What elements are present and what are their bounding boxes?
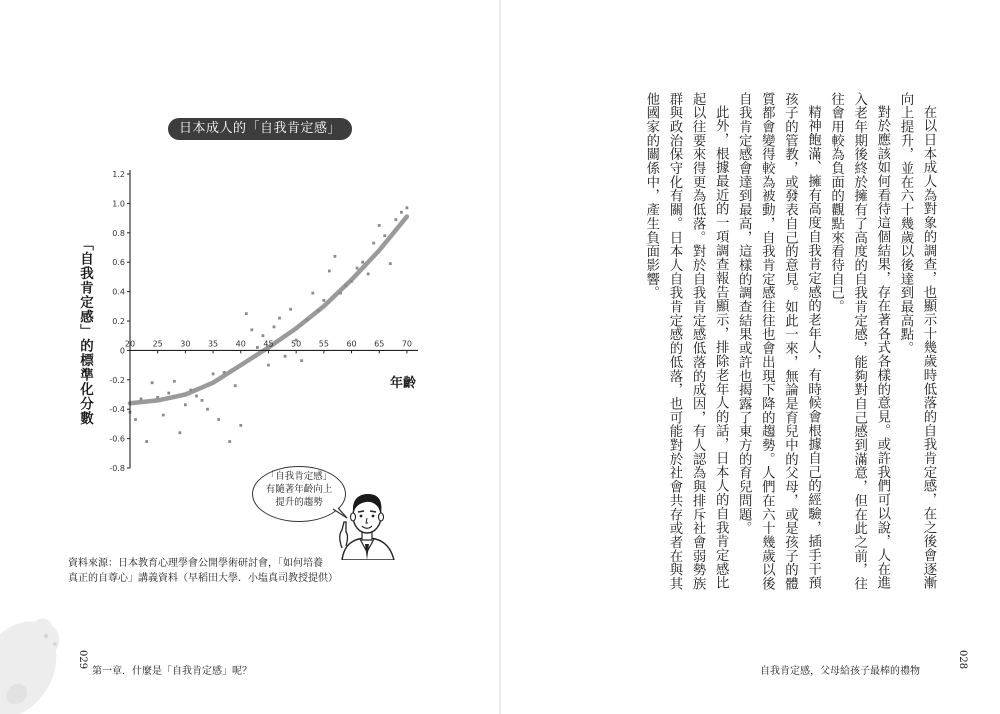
running-head-right: 自我肯定感，父母給孩子最棒的禮物	[760, 666, 920, 677]
paragraph-3: 精神飽滿、擁有高度自我肯定感的老年人，有時候會根據自己的經驗，插手干預孩子的管教，或發表自己的意見。如此一來，無論是育兒中的父母，或是孩子的體質都會變得較為被動，自我肯定感往往也會出現下降的趨勢。人們在六十幾歲以後自我肯定感會達到最高，這樣的調查結果或許也揭露了東方的育兒問題。	[736, 92, 821, 591]
data-point	[345, 284, 348, 287]
data-point	[156, 396, 159, 399]
y-tick-label: -0.4	[109, 405, 125, 415]
data-point	[256, 346, 259, 349]
data-point	[190, 389, 193, 392]
chart-title: 日本成人的「自我肯定感」	[168, 118, 352, 140]
x-tick-label: 55	[318, 339, 329, 349]
man-illustration	[336, 488, 398, 560]
data-point	[372, 242, 375, 245]
data-point	[400, 211, 403, 214]
data-point	[140, 398, 143, 401]
bubble-line-2: 有隨著年齡向上	[265, 484, 333, 495]
y-tick-label: -0.6	[109, 434, 125, 444]
y-tick-label: -0.8	[109, 464, 125, 473]
polar-bear-watermark	[0, 606, 70, 714]
data-point	[273, 325, 276, 328]
x-tick-label: 70	[401, 339, 413, 349]
data-point	[289, 308, 292, 311]
x-tick-label: 65	[374, 339, 385, 349]
chart-x-label: 年齡	[390, 376, 417, 391]
y-tick-label: 1.2	[112, 170, 125, 179]
data-point	[356, 267, 359, 270]
paragraph-1: 在以日本成人為對象的調查，也顯示十幾歲時低落的自我肯定感，在之後會逐漸向上提升，並在六十幾歲以後達到最高點。	[897, 92, 936, 591]
bubble-line-1: 「自我肯定感」	[265, 471, 333, 482]
data-point	[334, 255, 337, 258]
data-point	[217, 418, 220, 421]
data-point	[367, 273, 370, 276]
data-point	[328, 270, 331, 273]
chart-source-note	[68, 556, 358, 586]
bubble-line-3: 提升的趨勢	[275, 497, 323, 508]
data-point	[311, 292, 314, 295]
data-point	[267, 364, 270, 367]
data-point	[350, 280, 353, 283]
data-point	[306, 318, 309, 321]
page-number-right: 028	[957, 650, 968, 670]
y-tick-label: 0.4	[112, 287, 125, 297]
chart-area	[70, 150, 440, 480]
scatter-chart	[70, 150, 440, 480]
data-point	[201, 399, 204, 402]
running-head-left: 第一章．什麼是「自我肯定感」呢？	[92, 666, 252, 677]
data-point	[239, 424, 242, 427]
data-point	[178, 431, 181, 434]
data-point	[389, 262, 392, 265]
data-point	[250, 328, 253, 331]
data-point	[223, 371, 226, 374]
data-point	[228, 440, 231, 443]
y-tick-label: 1.0	[112, 199, 125, 209]
data-point	[145, 440, 148, 443]
x-tick-label: 35	[207, 339, 219, 349]
y-tick-label: 0	[119, 346, 125, 356]
data-point	[234, 384, 237, 387]
data-point	[206, 408, 209, 411]
data-point	[339, 292, 342, 295]
y-tick-label: 0.6	[112, 258, 125, 268]
x-tick-label: 40	[235, 339, 246, 349]
source-line-1: 資料來源：日本教育心理學會公開學術研討會，「如何培養	[68, 558, 323, 569]
data-point	[195, 395, 198, 398]
data-point	[173, 380, 176, 383]
data-point	[284, 355, 287, 358]
y-tick-label: -0.2	[109, 375, 125, 385]
data-point	[394, 218, 397, 221]
x-tick-label: 50	[291, 339, 302, 349]
data-point	[378, 224, 381, 227]
x-tick-label: 60	[346, 339, 357, 349]
data-point	[406, 206, 409, 209]
x-tick-label: 45	[263, 339, 274, 349]
book-gutter	[499, 0, 501, 714]
page-number-left: 029	[77, 650, 88, 670]
data-point	[184, 403, 187, 406]
source-line-2: 真正的自尊心」講義資料（早稻田大學．小塩真司教授提供）	[68, 573, 338, 584]
body-text	[600, 92, 940, 602]
chart-y-label: 「自我肯定感」的標準化分數	[77, 237, 93, 426]
data-point	[151, 381, 154, 384]
x-tick-label: 25	[152, 339, 163, 349]
data-point	[212, 373, 215, 376]
x-tick-label: 20	[124, 339, 136, 349]
data-point	[300, 359, 303, 362]
y-tick-label: 0.2	[112, 317, 125, 326]
data-point	[262, 334, 265, 337]
data-point	[167, 392, 170, 395]
trend-line	[130, 217, 407, 404]
data-point	[383, 234, 386, 237]
paragraph-4: 此外，根據最近的一項調查報告顯示，排除老年人的話，日本人的自我肯定感比起以往要來得更為低落。對於自我肯定感低落的成因，有人認為與排斥社會弱勢族群與政治保守化有關。日本人自我肯定感的低落，也可能對於社會共存或者在與其他國家的關係中，產生負面影響。	[643, 92, 729, 591]
data-point	[245, 312, 248, 315]
y-tick-label: 0.8	[112, 228, 125, 238]
data-point	[278, 317, 281, 320]
data-point	[162, 414, 165, 417]
data-point	[317, 309, 320, 312]
data-point	[361, 261, 364, 264]
x-tick-label: 30	[180, 339, 191, 349]
paragraph-2: 對於應該如何看待這個結果，存在著各式各樣的意見。或許我們可以說，人在進入老年期後終於擁有了高度的自我肯定感，能夠對自己感到滿意，但在此之前，往往會用較為負面的觀點來看待自己。	[828, 92, 890, 591]
data-point	[134, 418, 137, 421]
data-point	[322, 299, 325, 302]
